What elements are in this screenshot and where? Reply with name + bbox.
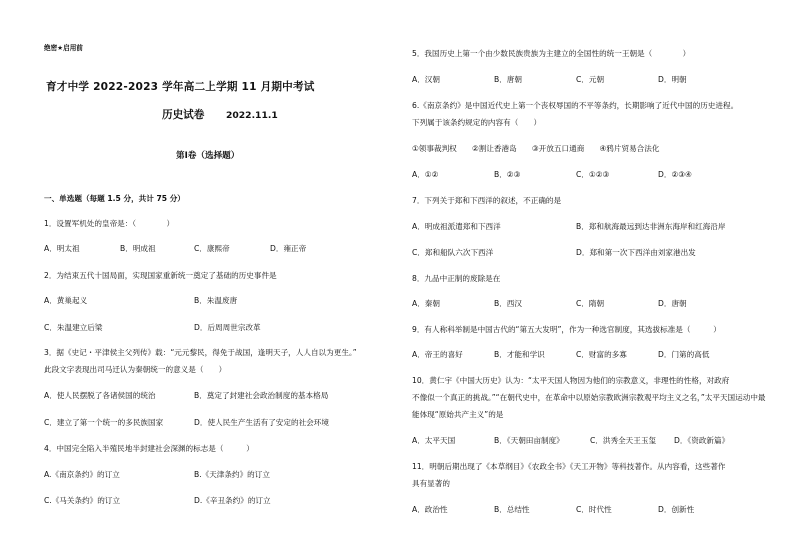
question-10-stem-line-2: 不像似一个真正的挑战。”“在朝代史中，在革命中以原始宗教欧洲宗教观平均主义之名，”太平天国运动中最 <box>412 393 766 402</box>
exam-subject: 历史试卷 <box>162 109 205 121</box>
question-1-option-d: D．雍正帝 <box>270 244 307 253</box>
section-heading: 一、单选题（每题 1.5 分，共计 75 分） <box>44 194 185 203</box>
question-4-option-b: B.《天津条约》的订立 <box>194 470 270 479</box>
question-2-option-c: C．朱温建立后梁 <box>44 323 103 332</box>
question-7-stem: 7．下列关于郑和下西洋的叙述，不正确的是 <box>412 196 562 205</box>
question-3-option-c: C．建立了第一个统一的多民族国家 <box>44 418 164 427</box>
question-2-option-b: B．朱温废唐 <box>194 296 238 305</box>
question-6-stem-line-2: 下列属于该条约规定的内容有（ ） <box>412 118 542 127</box>
question-5-option-a: A．汉朝 <box>412 75 440 84</box>
question-3-option-a: A．使人民摆脱了各诸侯国的统治 <box>44 391 156 400</box>
question-7-option-c: C．郑和船队六次下西洋 <box>412 248 494 257</box>
question-8-option-d: D．唐朝 <box>658 299 687 308</box>
question-11-option-b: B．总结性 <box>494 505 530 514</box>
question-8-option-c: C．隋朝 <box>576 299 605 308</box>
question-9-option-b: B．才能和学识 <box>494 350 545 359</box>
question-3-option-d: D．使人民生产生活有了安定的社会环境 <box>194 418 329 427</box>
question-7-option-d: D．郑和第一次下西洋由刘家港出发 <box>576 248 696 257</box>
question-10-option-a: A．太平天国 <box>412 436 456 445</box>
question-11-option-a: A．政治性 <box>412 505 448 514</box>
question-4-option-d: D.《辛丑条约》的订立 <box>194 496 271 505</box>
question-1-option-a: A．明太祖 <box>44 244 80 253</box>
question-1-option-b: B．明成祖 <box>120 244 156 253</box>
question-10-option-c: C．洪秀全天王玉玺 <box>590 436 657 445</box>
question-11-option-d: D．创新性 <box>658 505 695 514</box>
question-11-stem-line-1: 11．明朝后期出现了《本草纲目》《农政全书》《天工开物》等科技著作。从内容看，这些著作 <box>412 462 726 471</box>
question-9-option-a: A．帝王的喜好 <box>412 350 463 359</box>
question-2-stem: 2．为结束五代十国局面，实现国家重新统一奠定了基础的历史事件是 <box>44 271 277 280</box>
question-6-option-b: B．②③ <box>494 170 521 179</box>
question-11-stem-line-2: 具有显著的 <box>412 479 450 488</box>
question-5-option-b: B．唐朝 <box>494 75 522 84</box>
question-9-stem: 9．有人称科举制是中国古代的“第五大发明”，作为一种选官制度，其选拔标准是（ ） <box>412 325 721 334</box>
question-8-stem: 8．九品中正制的废除是在 <box>412 274 501 283</box>
question-10-stem-line-1: 10．黄仁宇《中国大历史》认为：“太平天国人物因为他们的宗教意义，非理性的性格，对政府 <box>412 376 730 385</box>
question-10-stem-line-3: 能体现“原始共产主义”的是 <box>412 410 504 419</box>
question-6-items: ①领事裁判权 ②割让香港岛 ③开放五口通商 ④鸦片贸易合法化 <box>412 144 660 153</box>
question-4-stem: 4．中国完全陷入半殖民地半封建社会深渊的标志是（ ） <box>44 444 254 453</box>
question-2-option-d: D．后周周世宗改革 <box>194 323 261 332</box>
exam-title: 育才中学 2022-2023 学年高二上学期 11 月期中考试 <box>46 81 315 93</box>
question-4-option-a: A.《南京条约》的订立 <box>44 470 120 479</box>
question-1-option-c: C．康熙帝 <box>194 244 230 253</box>
question-9-option-d: D．门第的高低 <box>658 350 710 359</box>
question-5-option-d: D．明朝 <box>658 75 687 84</box>
question-7-option-b: B．郑和航海最远到达非洲东海岸和红海沿岸 <box>576 222 726 231</box>
question-10-option-d: D．《资政新篇》 <box>674 436 730 445</box>
question-10-option-b: B．《天朝田亩制度》 <box>494 436 564 445</box>
right-column <box>412 0 766 560</box>
left-column <box>44 0 384 560</box>
question-9-option-c: C．财富的多寡 <box>576 350 627 359</box>
question-6-option-c: C．①②③ <box>576 170 610 179</box>
question-7-option-a: A．明成祖派遣郑和下西洋 <box>412 222 501 231</box>
question-3-stem-line-2: 此段文字表现出司马迁认为秦朝统一的意义是（ ） <box>44 365 227 374</box>
question-1-stem: 1．设置军机处的皇帝是：（ ） <box>44 219 175 228</box>
question-5-stem: 5．我国历史上第一个由少数民族贵族为主建立的全国性的统一王朝是（ ） <box>412 49 691 58</box>
question-4-option-c: C.《马关条约》的订立 <box>44 496 121 505</box>
question-8-option-b: B．西汉 <box>494 299 522 308</box>
question-6-option-a: A．①② <box>412 170 439 179</box>
volume-heading: 第Ⅰ卷（选择题） <box>176 151 240 161</box>
question-8-option-a: A．秦朝 <box>412 299 440 308</box>
question-3-option-b: B．奠定了封建社会政治制度的基本格局 <box>194 391 329 400</box>
question-5-option-c: C．元朝 <box>576 75 605 84</box>
exam-date: 2022.11.1 <box>226 110 278 121</box>
question-2-option-a: A．黄巢起义 <box>44 296 88 305</box>
question-6-option-d: D．②③④ <box>658 170 692 179</box>
question-6-stem-line-1: 6.《南京条约》是中国近代史上第一个丧权辱国的不平等条约，长期影响了近代中国的历史进程。 <box>412 101 739 110</box>
confidential-label: 绝密★启用前 <box>44 44 83 52</box>
question-11-option-c: C．时代性 <box>576 505 612 514</box>
question-3-stem-line-1: 3．据《史记・平津侯主父列传》载：“元元黎民，得免于战国，逢明天子，人人自以为更生。” <box>44 348 357 357</box>
